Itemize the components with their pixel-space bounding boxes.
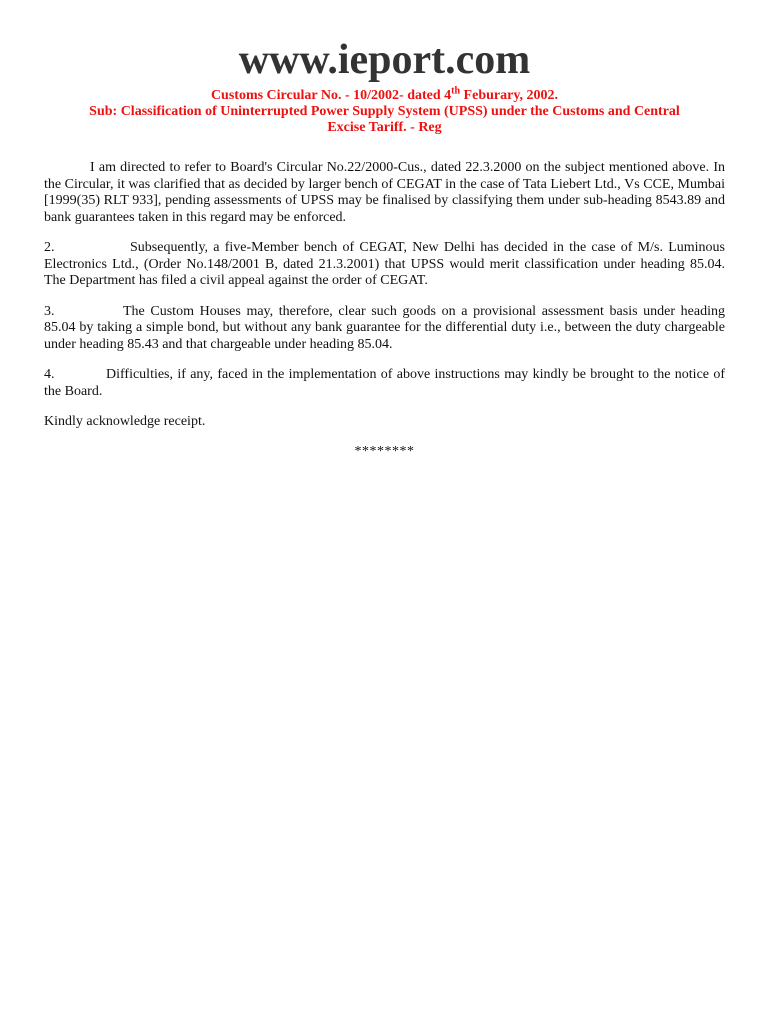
site-title: www.ieport.com <box>238 37 531 83</box>
circular-number-text: Customs Circular No. - 10/2002- dated 4 <box>210 88 452 103</box>
end-marker: ******** <box>354 443 415 459</box>
paragraph-3-text: The Custom Houses may, therefore, clear such goods on a provisional assessment basis under heading 85.04 by taking a simple bond, but without any bank guarantee for the differential duty i.e., between the duty chargeable under heading 85.43 and that chargeable under heading 85.04. <box>44 303 725 352</box>
paragraph-3 <box>44 304 725 354</box>
paragraph-1-text: I am directed to refer to Board's Circular No.22/2000-Cus., dated 22.3.2000 on the subject mentioned above. In the Circular, it was clarified that as decided by larger bench of CEGAT in the case of Tata Liebert Ltd., Vs CCE, Mumbai [1999(35) RLT 933], pending assessments of UPSS may be finalised by classifying them under sub-heading 8543.89 and bank guarantees taken in this regard may be enforced. <box>44 160 725 225</box>
paragraph-2-text: Subsequently, a five-Member bench of CEGAT, New Delhi has decided in the case of M/s. Luminous Electronics Ltd., (Order No.148/2001 B, dated 21.3.2001) that UPSS would merit classification under heading 85.04. The Department has filed a civil appeal against the order of CEGAT. <box>44 240 725 288</box>
document-page <box>44 36 725 460</box>
paragraph-4-number: 4. <box>44 367 55 382</box>
subject-line-1: Sub: Classification of Uninterrupted Power Supply System (UPSS) under the Customs and Central <box>89 104 680 119</box>
paragraph-2-number: 2. <box>44 240 55 255</box>
paragraph-4 <box>44 367 725 400</box>
paragraph-3-number: 3. <box>44 303 55 319</box>
closing-line: Kindly acknowledge receipt. <box>44 414 206 429</box>
date-ordinal-suffix: th <box>451 85 461 97</box>
paragraph-2 <box>44 240 725 290</box>
paragraph-4-text: Difficulties, if any, faced in the implementation of above instructions may kindly be brought to the notice of the Board. <box>44 367 725 399</box>
circular-number <box>44 85 725 104</box>
paragraph-1 <box>44 160 725 226</box>
subject-heading <box>44 104 725 136</box>
subject-line-2: Excise Tariff. - Reg <box>327 120 442 135</box>
circular-date-text: Feburary, 2002. <box>460 88 559 103</box>
